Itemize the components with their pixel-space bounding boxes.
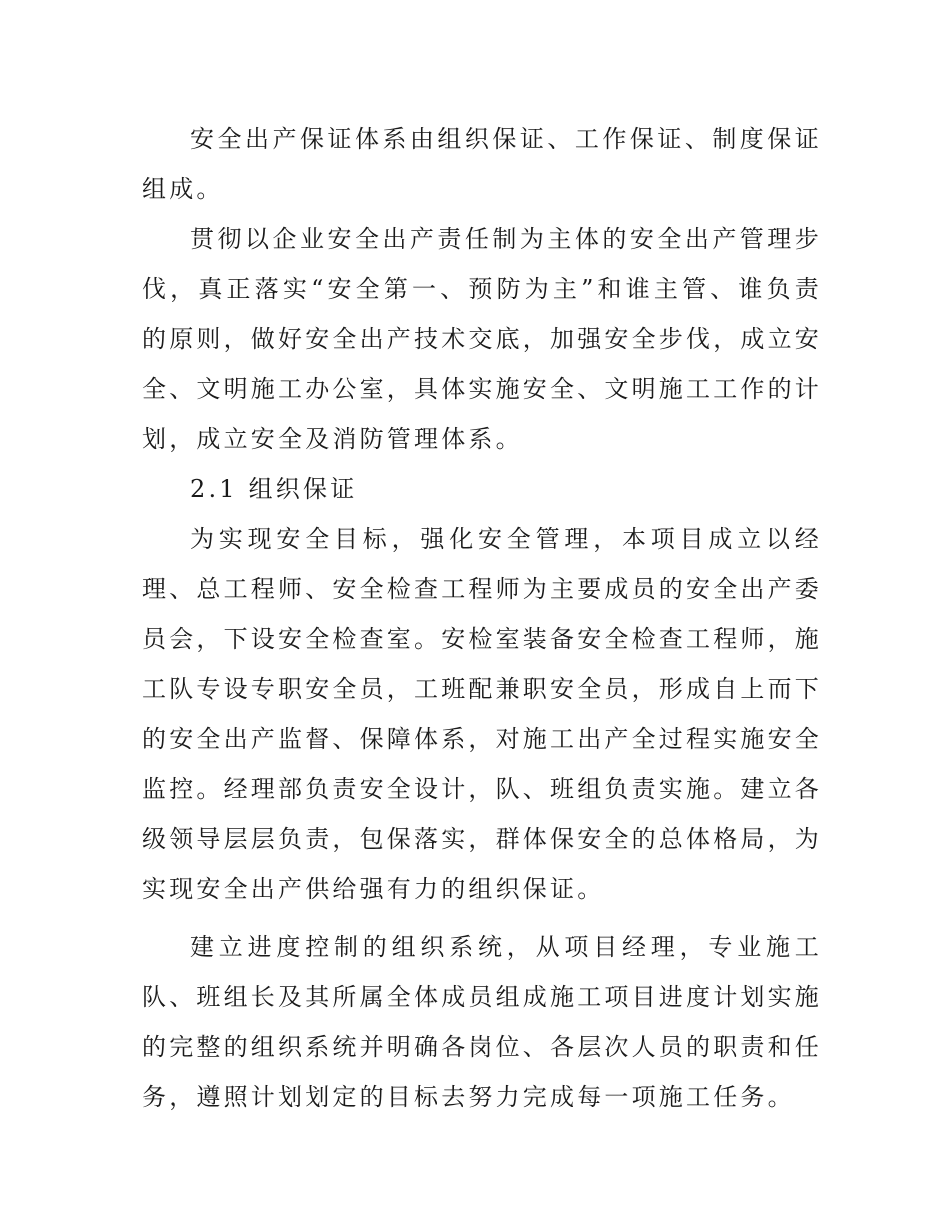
paragraph-gap bbox=[142, 914, 822, 922]
section-heading: 2.1 组织保证 bbox=[190, 475, 358, 503]
paragraph-progress-control: 建立进度控制的组织系统，从项目经理，专业施工队、班组长及其所属全体成员组成施工项目进度计划实施的完整的组织系统并明确各岗位、各层次人员的职责和任务，遵照计划划定的目标去努力完成每一项施工任务。 bbox=[142, 933, 822, 1111]
paragraph-responsibility-system: 贯彻以企业安全出产责任制为主体的安全出产管理步伐，真正落实“安全第一、预防为主”和谁主管、谁负责的原则，做好安全出产技术交底，加强安全步伐，成立安全、文明施工办公室，具体实施安全、文明施工工作的计划，成立安全及消防管理体系。 bbox=[142, 225, 822, 453]
paragraph-system-composition: 安全出产保证体系由组织保证、工作保证、制度保证组成。 bbox=[142, 125, 822, 203]
document-body bbox=[142, 114, 822, 1122]
paragraph-organization-guarantee: 为实现安全目标，强化安全管理，本项目成立以经理、总工程师、安全检查工程师为主要成员的安全出产委员会，下设安全检查室。安检室装备安全检查工程师，施工队专设专职安全员，工班配兼职安全员，形成自上而下的安全出产监督、保障体系，对施工出产全过程实施安全监控。经理部负责安全设计，队、班组负责实施。建立各级领导层层负责，包保落实，群体保安全的总体格局，为实现安全出产供给强有力的组织保证。 bbox=[142, 525, 822, 903]
